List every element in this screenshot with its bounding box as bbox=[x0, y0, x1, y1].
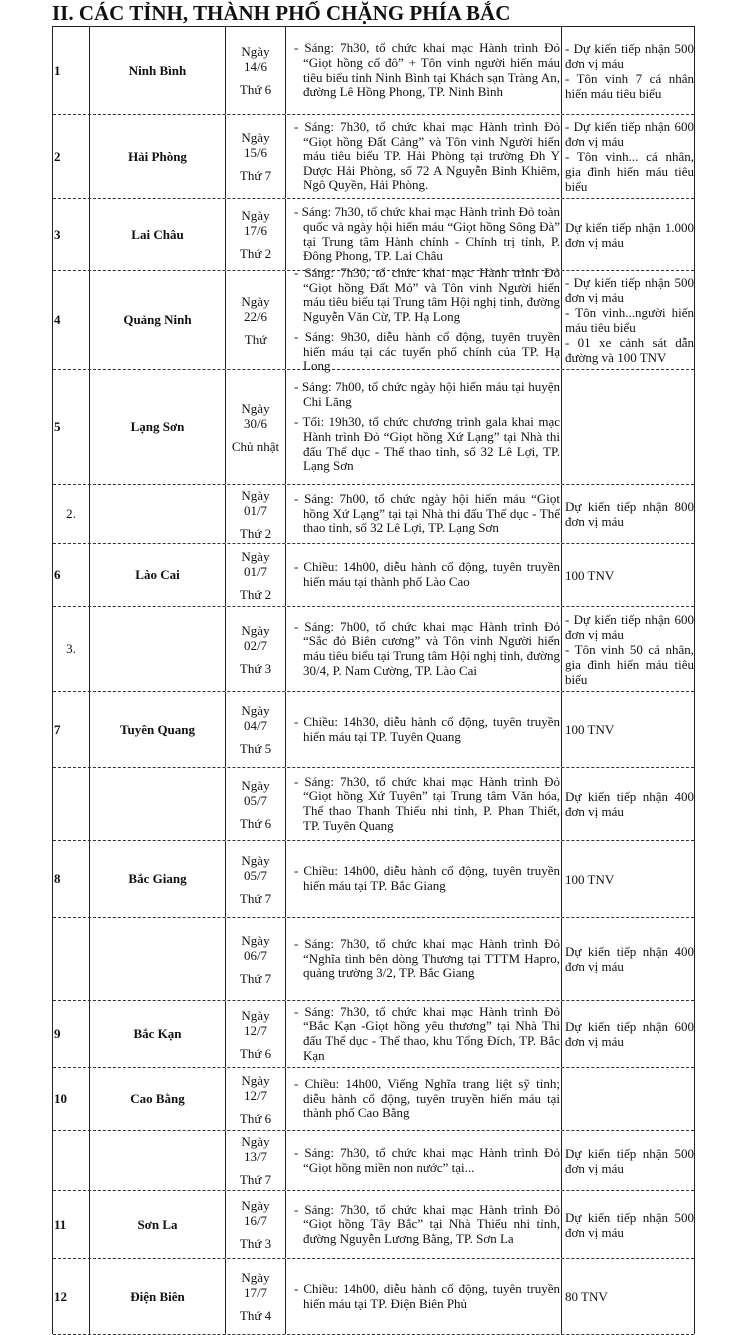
table-row bbox=[53, 918, 694, 1001]
province-name: Quảng Ninh bbox=[89, 271, 225, 369]
table-row bbox=[53, 115, 694, 199]
province-name bbox=[89, 768, 225, 840]
event-date: Ngày 22/6 Thứ bbox=[225, 271, 285, 369]
row-number: 4 bbox=[54, 312, 61, 328]
row-number: 9 bbox=[54, 1026, 61, 1042]
activity-item: - Sáng: 7h30, tổ chức khai mạc Hành trình Đỏ “Bắc Kạn -Giọt hồng yêu thương” tại Nhà Thi đấu Thể dục - Thể thao, khu Tổng Đích, TP. Bắc Kạn bbox=[294, 1003, 560, 1063]
province-name bbox=[89, 607, 225, 691]
table-row bbox=[53, 768, 694, 841]
expected-result: 100 TNV bbox=[561, 692, 694, 767]
row-number: 8 bbox=[54, 871, 61, 887]
table-row bbox=[53, 544, 694, 607]
expected-result: Dự kiến tiếp nhận 400 đơn vị máu bbox=[561, 918, 694, 1000]
activity-item: - Sáng: 7h00, tổ chức ngày hội hiến máu “Giọt hồng Xứ Lạng” tại tại Nhà thi đấu Thể dục - Thể thao tỉnh, số 32 Lê Lợi, TP. Lạng Sơn bbox=[294, 491, 560, 536]
table-row bbox=[53, 264, 694, 374]
table-row bbox=[53, 1131, 694, 1191]
activity-item: - Sáng: 7h00, tổ chức khai mạc Hành trình Đỏ “Sắc đỏ Biên cương” và Tôn vinh Người hiến máu tiêu biểu tại Trung tâm Hội nghị tỉnh, đường 30/4, P. Nam Cường, TP. Lào Cai bbox=[294, 618, 560, 678]
event-date: Ngày 13/7 Thứ 7 bbox=[225, 1131, 285, 1190]
event-date: Ngày 12/7 Thứ 6 bbox=[225, 1068, 285, 1130]
expected-result: - Dự kiến tiếp nhận 600 đơn vị máu - Tôn vinh... cá nhân, gia đình hiến máu tiêu biểu bbox=[561, 115, 694, 198]
activity-description bbox=[285, 485, 561, 543]
event-date: Ngày 16/7 Thứ 3 bbox=[225, 1191, 285, 1258]
province-name: Sơn La bbox=[89, 1191, 225, 1258]
activity-item: - Sáng: 7h00, tổ chức ngày hội hiến máu tại huyện Chi Lăng bbox=[294, 379, 560, 409]
expected-result bbox=[561, 1068, 694, 1130]
expected-result: - Dự kiến tiếp nhận 500 đơn vị máu - Tôn vinh 7 cá nhân hiến máu tiêu biểu bbox=[561, 27, 694, 114]
expected-result: Dự kiến tiếp nhận 500 đơn vị máu bbox=[561, 1191, 694, 1258]
schedule-table bbox=[52, 26, 695, 1334]
activity-item: - Sáng: 7h30, tổ chức khai mạc Hành trình Đỏ “Giọt hồng miền non nước” tại... bbox=[294, 1144, 560, 1175]
expected-result: Dự kiến tiếp nhận 600 đơn vị máu bbox=[561, 1001, 694, 1067]
row-number: 1 bbox=[54, 62, 61, 78]
event-date: Ngày 04/7 Thứ 5 bbox=[225, 692, 285, 767]
expected-result: Dự kiến tiếp nhận 400 đơn vị máu bbox=[561, 768, 694, 840]
activity-item: - Chiều: 14h30, diễu hành cổ động, tuyên truyền hiến máu tại TP. Tuyên Quang bbox=[294, 713, 560, 744]
expected-result: 100 TNV bbox=[561, 544, 694, 606]
activity-item: - Sáng: 7h30, tổ chức khai mạc Hành trình Đỏ “Giọt hồng cố đô” + Tôn vinh người hiến máu tiêu biểu tỉnh Ninh Bình tại Khách sạn Tràng An, đường Lê Hồng Phong, TP. Ninh Bình bbox=[294, 40, 560, 100]
province-name: Lai Châu bbox=[89, 199, 225, 270]
activity-item: - Chiều: 14h00, diễu hành cổ động, tuyên truyền hiến máu tại thành phố Lào Cao bbox=[294, 559, 560, 589]
province-name: Bắc Giang bbox=[89, 841, 225, 917]
row-number bbox=[53, 1131, 89, 1190]
activity-description bbox=[285, 264, 561, 374]
province-name bbox=[89, 485, 225, 543]
row-number: 2. bbox=[66, 506, 76, 522]
activity-item: - Sáng: 7h30, tổ chức khai mạc Hành trình Đỏ “Giọt hồng Đất Cảng” và Tôn vinh Người hiến máu tiêu biểu TP. Hải Phòng tại trường Đh Y Dược Hải Phòng, số 72 A Nguyễn Bỉnh Khiêm, Ngô Quyền, Hải Phòng. bbox=[294, 119, 560, 193]
event-date: Ngày 12/7 Thứ 6 bbox=[225, 1001, 285, 1067]
event-date: Ngày 05/7 Thứ 6 bbox=[225, 768, 285, 840]
event-date: Ngày 17/6 Thứ 2 bbox=[225, 199, 285, 270]
row-number: 6 bbox=[54, 567, 61, 583]
activity-item: - Chiều: 14h00, diễu hành cổ động, tuyên truyền hiến máu tại TP. Bắc Giang bbox=[294, 863, 560, 893]
row-number bbox=[53, 768, 89, 840]
activity-description bbox=[285, 768, 561, 840]
province-name: Ninh Bình bbox=[89, 27, 225, 114]
table-row bbox=[53, 370, 694, 485]
activity-description bbox=[285, 1259, 561, 1334]
province-name bbox=[89, 1131, 225, 1190]
province-name: Hải Phòng bbox=[89, 115, 225, 198]
row-number: 7 bbox=[54, 721, 61, 737]
activity-description bbox=[285, 918, 561, 1000]
province-name: Lạng Sơn bbox=[89, 370, 225, 484]
table-row bbox=[53, 27, 694, 115]
expected-result: 80 TNV bbox=[561, 1259, 694, 1334]
row-number: 11 bbox=[54, 1216, 67, 1232]
expected-result bbox=[561, 370, 694, 484]
event-date: Ngày 01/7 Thứ 2 bbox=[225, 485, 285, 543]
activity-item: - Tối: 19h30, tổ chức chương trình gala khai mạc Hành trình Đỏ “Giọt hồng Xứ Lạng” tại Nhà thi đấu Thể dục - Thể thao tỉnh, số 32 Lê Lợi, TP. Lạng Sơn bbox=[294, 414, 560, 474]
activity-description bbox=[285, 1068, 561, 1130]
table-row bbox=[53, 692, 694, 768]
expected-result: 100 TNV bbox=[561, 841, 694, 917]
table-row bbox=[53, 1191, 694, 1259]
row-number: 2 bbox=[54, 148, 61, 164]
activity-description bbox=[285, 1001, 561, 1067]
event-date: Ngày 15/6 Thứ 7 bbox=[225, 115, 285, 198]
activity-description bbox=[285, 1191, 561, 1258]
activity-item: - Chiều: 14h00, Viếng Nghĩa trang liệt sỹ tỉnh; diễu hành cổ động, tuyên truyền hiến máu tại thành phố Cao Bằng bbox=[294, 1076, 560, 1121]
province-name: Tuyên Quang bbox=[89, 692, 225, 767]
event-date: Ngày 14/6 Thứ 6 bbox=[225, 27, 285, 114]
table-row bbox=[53, 485, 694, 544]
table-row bbox=[53, 607, 694, 692]
expected-result: Dự kiến tiếp nhận 500 đơn vị máu bbox=[561, 1131, 694, 1190]
table-row bbox=[53, 1068, 694, 1131]
province-name: Cao Bằng bbox=[89, 1068, 225, 1130]
activity-item: - Sáng: 7h30, tổ chức khai mạc Hành trình Đỏ “Giọt hồng Đất Mỏ” và Tôn vinh Người hiến máu tiêu biểu tại Trung tâm Hội nghị tỉnh, đường Nguyễn Văn Cừ, TP. Hạ Long bbox=[294, 264, 560, 324]
activity-item: - Sáng: 9h30, diễu hành cổ động, tuyên truyền hiến máu tại các tuyến phố chính của TP. Hạ Long bbox=[294, 329, 560, 374]
activity-description bbox=[285, 544, 561, 606]
event-date: Ngày 02/7 Thứ 3 bbox=[225, 607, 285, 691]
expected-result: Dự kiến tiếp nhận 1.000 đơn vị máu bbox=[561, 199, 694, 270]
table-row bbox=[53, 1001, 694, 1068]
activity-item: - Sáng: 7h30, tổ chức khai mạc Hành trình Đỏ toàn quốc và ngày hội hiến máu “Giọt hồng Sông Đà” tại Trung tâm Hành chính - Chính trị tỉnh, P. Đông Phong, TP. Lai Châu bbox=[294, 204, 560, 264]
event-date: Ngày 30/6 Chủ nhật bbox=[225, 370, 285, 484]
row-number: 10 bbox=[54, 1091, 67, 1107]
activity-description bbox=[285, 841, 561, 917]
expected-result: Dự kiến tiếp nhận 800 đơn vị máu bbox=[561, 485, 694, 543]
table-row bbox=[53, 841, 694, 918]
activity-description bbox=[285, 199, 561, 270]
activity-description bbox=[285, 1131, 561, 1190]
row-number bbox=[53, 918, 89, 1000]
activity-item: - Chiều: 14h00, diễu hành cổ động, tuyên truyền hiến máu tại TP. Điện Biên Phủ bbox=[294, 1280, 560, 1311]
activity-item: - Sáng: 7h30, tổ chức khai mạc Hành trình Đỏ “Nghĩa tình bên dòng Thương tại TTTM Hapro, quảng trường 3/2, TP. Bắc Giang bbox=[294, 936, 560, 981]
activity-description bbox=[285, 27, 561, 114]
event-date: Ngày 06/7 Thứ 7 bbox=[225, 918, 285, 1000]
activity-description bbox=[285, 370, 561, 484]
row-number: 3. bbox=[66, 641, 76, 657]
activity-item: - Sáng: 7h30, tổ chức khai mạc Hành trình Đỏ “Giọt hồng Xứ Tuyên” tại Trung tâm Văn hóa, Thể thao Thanh Thiếu nhi tỉnh, P. Phan Thiết, TP. Tuyên Quang bbox=[294, 773, 560, 833]
province-name: Lào Cai bbox=[89, 544, 225, 606]
table-row bbox=[53, 199, 694, 271]
activity-description bbox=[285, 115, 561, 198]
province-name: Điện Biên bbox=[89, 1259, 225, 1334]
event-date: Ngày 05/7 Thứ 7 bbox=[225, 841, 285, 917]
row-number: 5 bbox=[54, 419, 61, 435]
row-number: 3 bbox=[54, 226, 61, 242]
row-number: 12 bbox=[54, 1288, 67, 1304]
event-date: Ngày 01/7 Thứ 2 bbox=[225, 544, 285, 606]
table-row bbox=[53, 1259, 694, 1335]
expected-result: - Dự kiến tiếp nhận 600 đơn vị máu - Tôn vinh 50 cá nhân, gia đình hiến máu tiêu biểu bbox=[561, 607, 694, 691]
province-name bbox=[89, 918, 225, 1000]
expected-result: - Dự kiến tiếp nhận 500 đơn vị máu - Tôn vinh...người hiến máu tiêu biểu - 01 xe cảnh sát dẫn đường và 100 TNV bbox=[561, 271, 694, 369]
activity-description bbox=[285, 607, 561, 691]
section-heading: II. CÁC TỈNH, THÀNH PHỐ CHẶNG PHÍA BẮC bbox=[52, 1, 511, 25]
activity-item: - Sáng: 7h30, tổ chức khai mạc Hành trình Đỏ “Giọt hồng Tây Bắc” tại Nhà Thiếu nhi tỉnh, đường Nguyễn Lương Bằng, TP. Sơn La bbox=[294, 1201, 560, 1246]
activity-description bbox=[285, 692, 561, 767]
province-name: Bắc Kạn bbox=[89, 1001, 225, 1067]
event-date: Ngày 17/7 Thứ 4 bbox=[225, 1259, 285, 1334]
